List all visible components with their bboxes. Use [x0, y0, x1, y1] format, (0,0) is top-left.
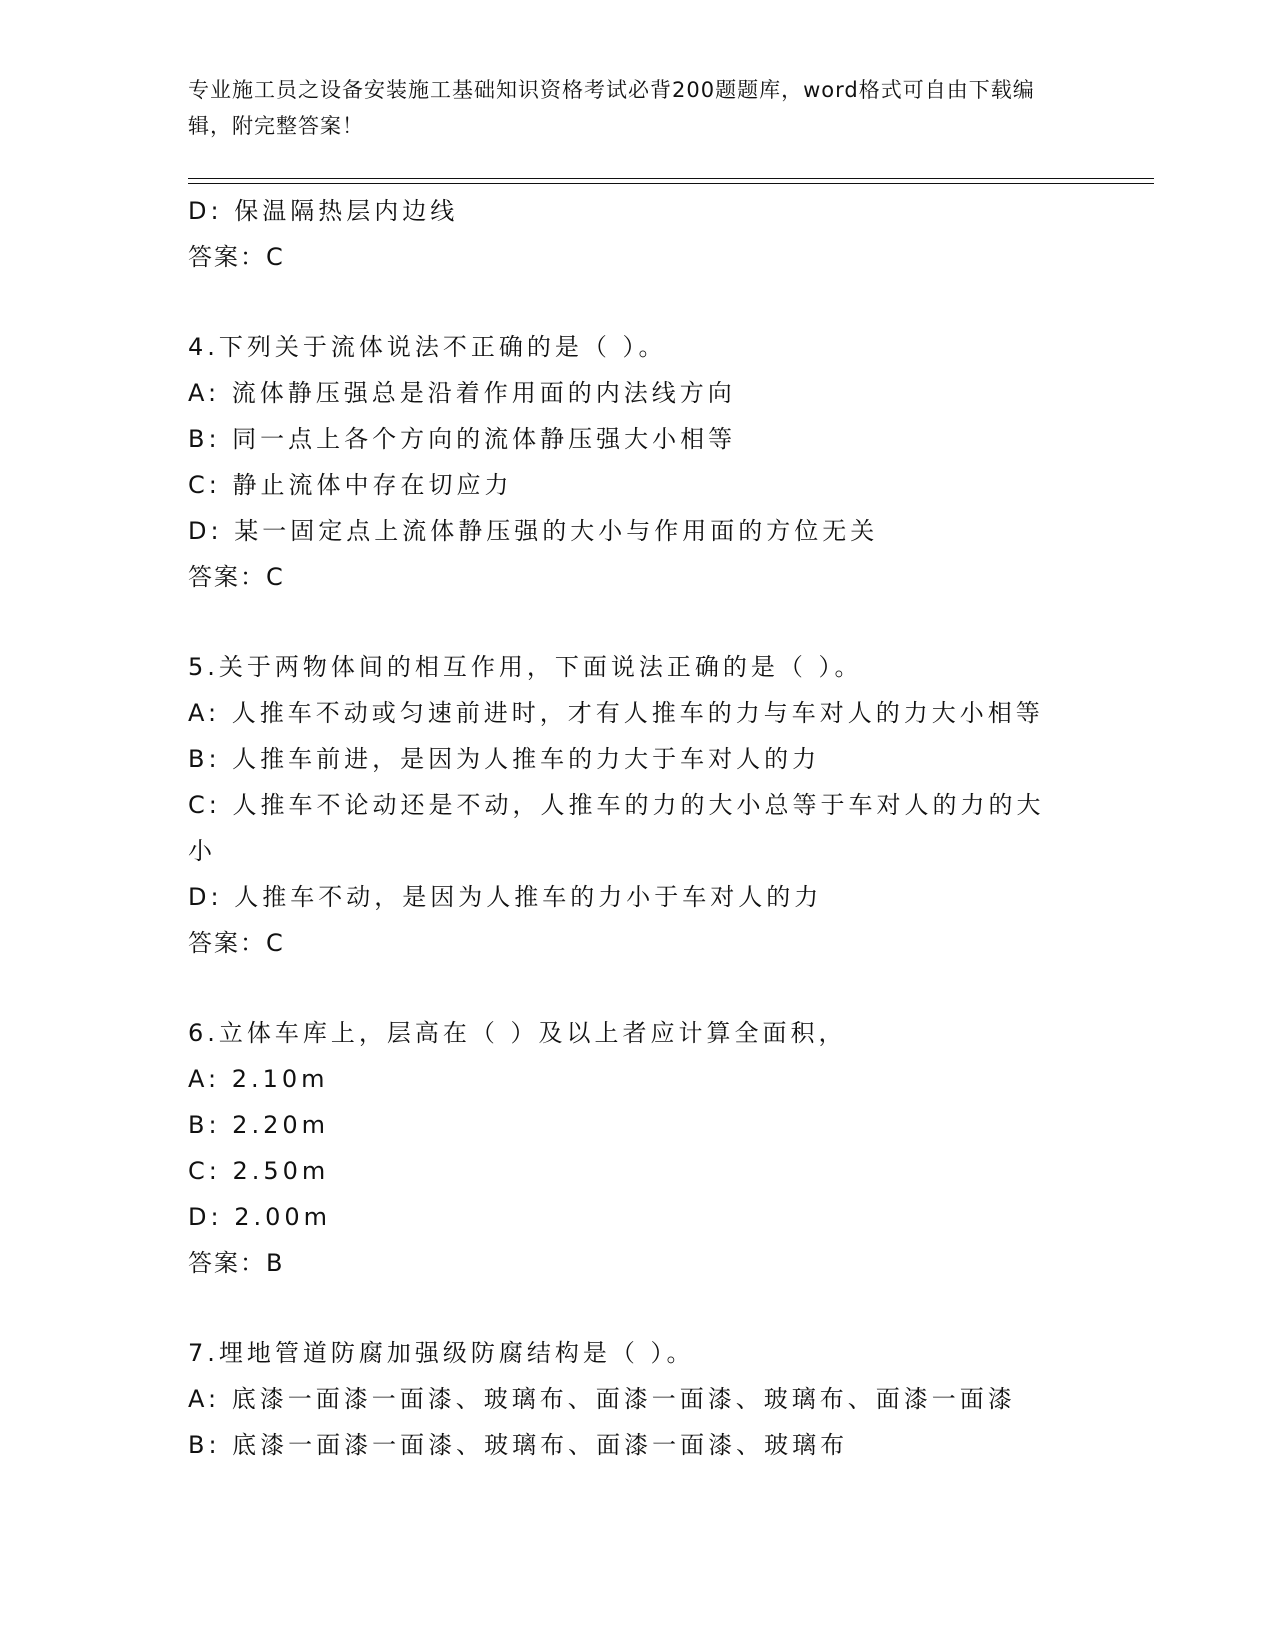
option-b: B: 2.20m	[188, 1111, 329, 1139]
question-stem: 7.埋地管道防腐加强级防腐结构是（ ）。	[188, 1339, 695, 1367]
document-body	[188, 188, 1088, 1468]
question-stem: 5.关于两物体间的相互作用，下面说法正确的是（ ）。	[188, 653, 863, 681]
question-6	[188, 1010, 1088, 1286]
header-divider	[188, 178, 1154, 184]
prev-option-d: D: 保温隔热层内边线	[188, 197, 459, 225]
option-b: B: 底漆一面漆一面漆、玻璃布、面漆一面漆、玻璃布	[188, 1431, 849, 1459]
prev-answer: 答案：C	[188, 243, 285, 271]
option-a: A: 底漆一面漆一面漆、玻璃布、面漆一面漆、玻璃布、面漆一面漆	[188, 1385, 1016, 1413]
question-4	[188, 324, 1088, 600]
question-5	[188, 644, 1088, 966]
option-d: D: 某一固定点上流体静压强的大小与作用面的方位无关	[188, 517, 879, 545]
option-c: C: 人推车不论动还是不动，人推车的力的大小总等于车对人的力的大小	[188, 791, 1045, 865]
answer: 答案：C	[188, 563, 285, 591]
option-d: D: 人推车不动，是因为人推车的力小于车对人的力	[188, 883, 823, 911]
option-d: D: 2.00m	[188, 1203, 332, 1231]
option-a: A: 人推车不动或匀速前进时，才有人推车的力与车对人的力大小相等	[188, 699, 1044, 727]
option-c: C: 2.50m	[188, 1157, 330, 1185]
page-header: 专业施工员之设备安装施工基础知识资格考试必背200题题库，word格式可自由下载编辑，附完整答案！	[188, 78, 1035, 138]
option-a: A: 2.10m	[188, 1065, 329, 1093]
option-b: B: 同一点上各个方向的流体静压强大小相等	[188, 425, 737, 453]
question-stem: 6.立体车库上，层高在（ ）及以上者应计算全面积，	[188, 1019, 847, 1047]
question-7	[188, 1330, 1088, 1468]
question-stem: 4.下列关于流体说法不正确的是（ ）。	[188, 333, 667, 361]
option-b: B: 人推车前进，是因为人推车的力大于车对人的力	[188, 745, 821, 773]
option-c: C: 静止流体中存在切应力	[188, 471, 513, 499]
answer: 答案：B	[188, 1249, 285, 1277]
answer: 答案：C	[188, 929, 285, 957]
option-a: A: 流体静压强总是沿着作用面的内法线方向	[188, 379, 736, 407]
